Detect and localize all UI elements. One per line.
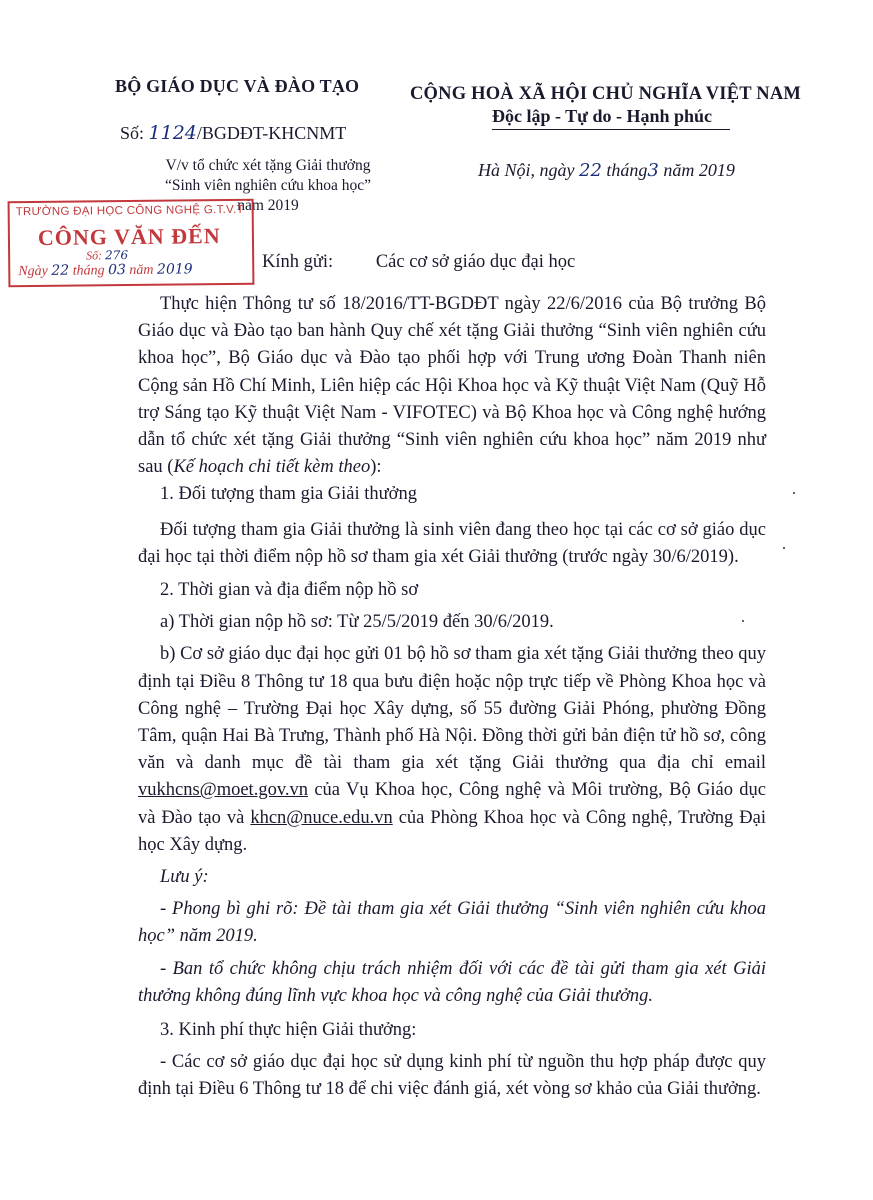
scan-speck [742, 620, 744, 622]
recipient-value: Các cơ sở giáo dục đại học [375, 252, 576, 272]
section-3-title: 3. Kinh phí thực hiện Giải thưởng: [160, 1020, 417, 1041]
subject-line-3: năm 2019 [237, 197, 299, 214]
received-stamp [8, 199, 255, 288]
doc-number-prefix: Số: [120, 123, 145, 143]
section-2-a: a) Thời gian nộp hồ sơ: Từ 25/5/2019 đến 30/6/2019. [160, 612, 554, 633]
date-month: 3 [647, 160, 659, 181]
stamp-number-value: 276 [105, 248, 129, 263]
recipient [262, 252, 575, 273]
stamp-date: Ngày 22 tháng 03 năm 2019 [18, 261, 193, 280]
ministry-name: BỘ GIÁO DỤC VÀ ĐÀO TẠO [115, 76, 360, 96]
date-suffix: năm 2019 [663, 160, 735, 180]
scan-speck [783, 547, 785, 549]
note-2: - Ban tổ chức không chịu trách nhiệm đối với các đề tài gửi tham gia xét Giải thưởng không đúng lĩnh vực khoa học và công nghệ của Giải thưởng. [138, 958, 766, 1006]
date-prefix: Hà Nội, ngày [478, 160, 575, 180]
national-motto: Độc lập - Tự do - Hạnh phúc [492, 106, 713, 126]
stamp-number: Số: 276 [86, 248, 129, 263]
country-name: CỘNG HOÀ XÃ HỘI CHỦ NGHĨA VIỆT NAM [410, 84, 802, 104]
email-nuce[interactable]: khcn@nuce.edu.vn [250, 807, 393, 828]
section-1-title: 1. Đối tượng tham gia Giải thưởng [160, 484, 417, 505]
document-number [120, 122, 346, 144]
issue-date [478, 160, 735, 181]
section-3-text: - Các cơ sở giáo dục đại học sử dụng kinh phí từ nguồn thu hợp pháp được quy định tại Điều 6 Thông tư 18 để chi việc đánh giá, xét vòng sơ khảo của Giải thưởng. [138, 1052, 766, 1100]
recipient-label: Kính gửi: [262, 252, 334, 272]
section-2-title: 2. Thời gian và địa điểm nộp hồ sơ [160, 580, 419, 601]
email-moet[interactable]: vukhcns@moet.gov.vn [138, 780, 308, 801]
stamp-title: CÔNG VĂN ĐẾN [37, 223, 221, 250]
motto-underline [492, 129, 730, 130]
stamp-org: TRƯỜNG ĐẠI HỌC CÔNG NGHỆ G.T.V.T [15, 203, 244, 219]
intro-paragraph: Thực hiện Thông tư số 18/2016/TT-BGDĐT ngày 22/6/2016 của Bộ trưởng Bộ Giáo dục và Đào tạo ban hành Quy chế xét tặng Giải thưởng “Sinh viên nghiên cứu khoa học”, Bộ Giáo dục và Đào tạo phối hợp với Trung ương Đoàn Thanh niên Cộng sản Hồ Chí Minh, Liên hiệp các Hội Khoa học và Kỹ thuật Việt Nam (Quỹ Hỗ trợ Sáng tạo Kỹ thuật Việt Nam - VIFOTEC) và Bộ Khoa học và Công nghệ hướng dẫn tổ chức xét tặng Giải thưởng “Sinh viên nghiên cứu khoa học” năm 2019 như sau (Kế hoạch chi tiết kèm theo): [138, 294, 766, 478]
section-1-text: Đối tượng tham gia Giải thưởng là sinh viên đang theo học tại các cơ sở giáo dục đại học tại thời điểm nộp hồ sơ tham gia xét Giải thưởng (trước ngày 30/6/2019). [138, 519, 766, 567]
subject-line-1: V/v tổ chức xét tặng Giải thưởng [165, 157, 371, 174]
doc-number-handwritten: 1124 [148, 122, 197, 144]
date-mid: tháng [606, 160, 648, 180]
plan-reference: Kế hoạch chi tiết kèm theo [173, 457, 371, 478]
section-2-b: b) Cơ sở giáo dục đại học gửi 01 bộ hồ sơ tham gia xét tặng Giải thưởng theo quy định tại Điều 8 Thông tư 18 qua bưu điện hoặc nộp trực tiếp về Phòng Khoa học và Công nghệ – Trường Đại học Xây dựng, số 55 đường Giải Phóng, phường Đồng Tâm, quận Hai Bà Trưng, Thành phố Hà Nội. Đồng thời gửi bản điện tử hồ sơ, công văn và danh mục đề tài tham gia xét tặng Giải thưởng qua địa chỉ email vukhcns@moet.gov.vn của Vụ Khoa học, Công nghệ và Môi trường, Bộ Giáo dục và Đào tạo và khcn@nuce.edu.vn của Phòng Khoa học và Công nghệ, Trường Đại học Xây dựng. [138, 644, 766, 855]
document-body [138, 291, 766, 1104]
note-label: Lưu ý: [160, 867, 209, 888]
scan-speck [793, 492, 795, 494]
doc-number-suffix: /BGDĐT-KHCNMT [196, 123, 347, 143]
note-1: - Phong bì ghi rõ: Đề tài tham gia xét Giải thưởng “Sinh viên nghiên cứu khoa học” năm 2019. [138, 899, 766, 947]
subject-line-2: “Sinh viên nghiên cứu khoa học” [165, 177, 371, 194]
date-day: 22 [579, 160, 602, 181]
